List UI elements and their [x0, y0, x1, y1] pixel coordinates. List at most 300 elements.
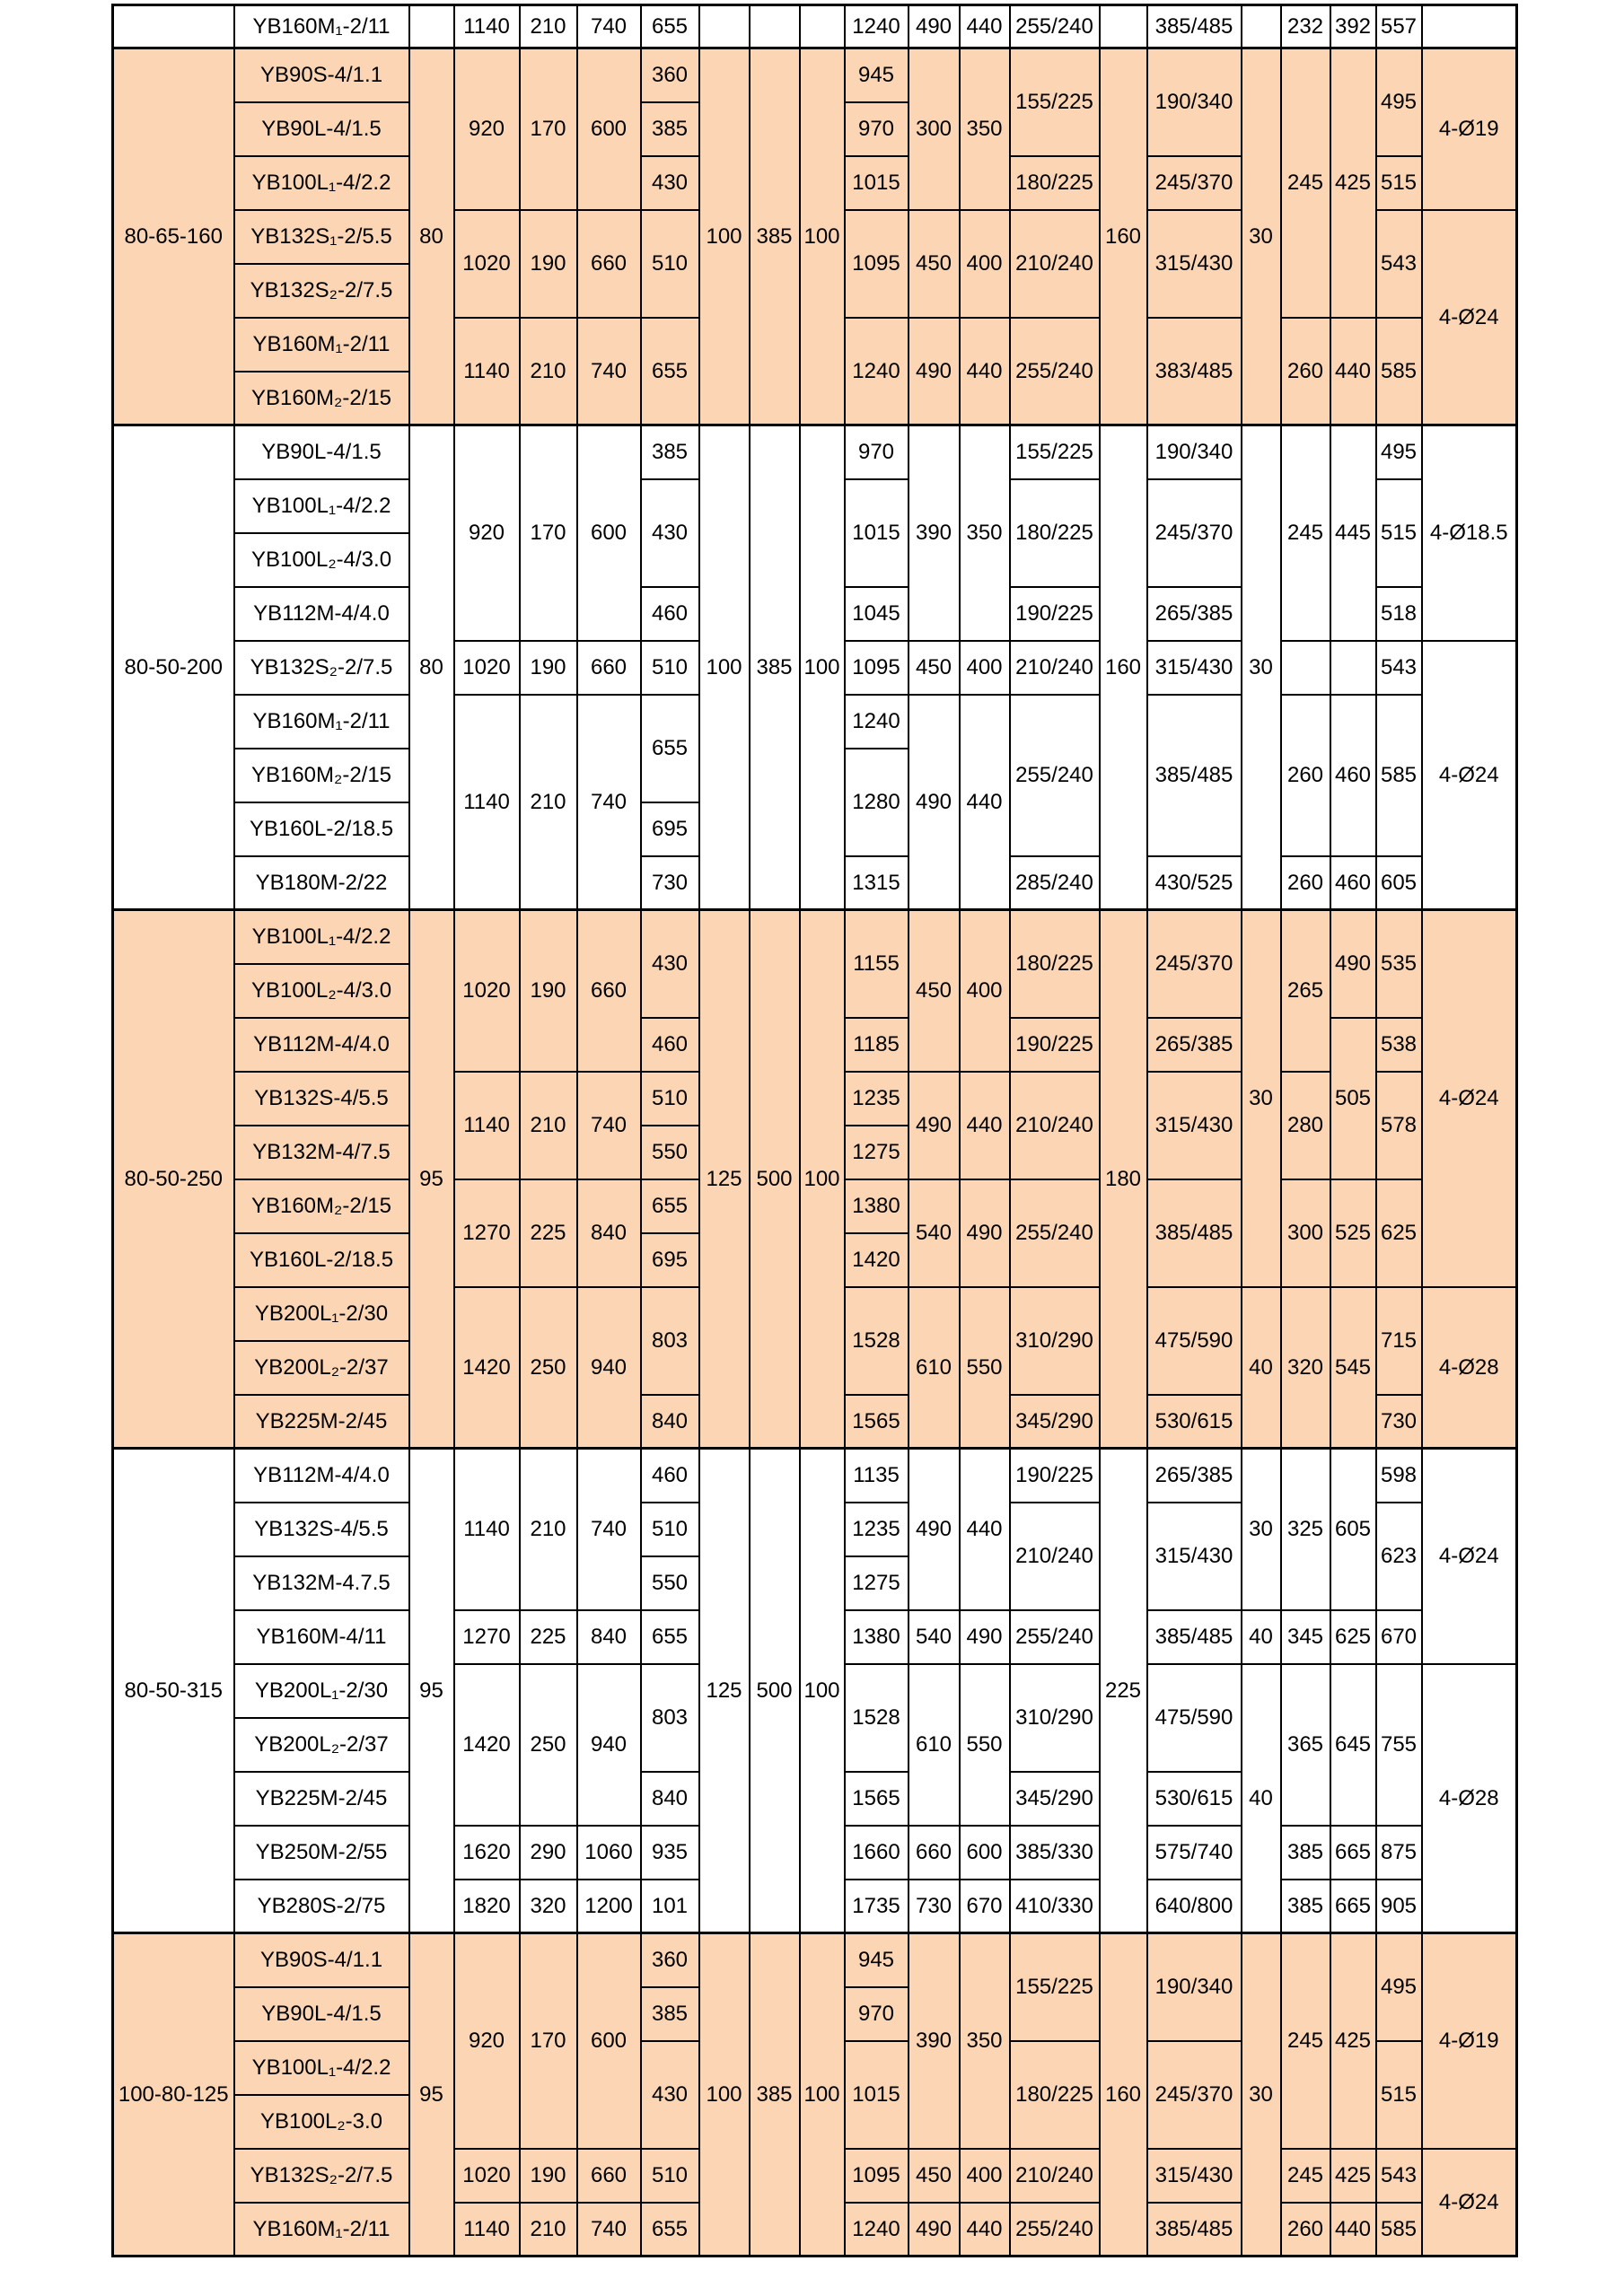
table-cell: 4-Ø18.5 [1422, 425, 1517, 641]
table-cell: YB132S-4/5.5 [234, 1072, 409, 1126]
table-cell: 4-Ø28 [1422, 1287, 1517, 1449]
table-cell: 180/225 [1010, 910, 1100, 1018]
table-cell: 450 [909, 641, 960, 695]
table-cell: 803 [641, 1664, 699, 1772]
table-cell: 385/485 [1147, 5, 1242, 48]
table-cell: 4-Ø24 [1422, 2149, 1517, 2257]
table-cell: 557 [1376, 5, 1422, 48]
table-cell: 1420 [454, 1287, 520, 1449]
table-cell: 550 [960, 1287, 1010, 1449]
table-cell: 940 [577, 1664, 641, 1826]
table-cell: 255/240 [1010, 695, 1100, 856]
table-cell: 970 [845, 425, 909, 479]
table-cell: 550 [641, 1556, 699, 1610]
table-cell: 695 [641, 802, 699, 856]
table-cell: 730 [641, 856, 699, 910]
table-cell: 543 [1376, 210, 1422, 318]
table-cell: 190/225 [1010, 1449, 1100, 1503]
table-cell: 1660 [845, 1826, 909, 1880]
table-cell: 190 [520, 910, 577, 1072]
table-cell: 4-Ø24 [1422, 641, 1517, 910]
table-cell: 1565 [845, 1395, 909, 1449]
table-cell: 385 [1281, 1826, 1330, 1880]
table-cell: 578 [1376, 1072, 1422, 1179]
table-cell: 190 [520, 210, 577, 318]
table-cell: 260 [1281, 318, 1330, 425]
table-cell: 505 [1330, 1018, 1376, 1179]
table-cell: 320 [520, 1880, 577, 1933]
table-cell: 315/430 [1147, 2149, 1242, 2203]
table-cell: YB100L₂-4/3.0 [234, 533, 409, 587]
table-cell: 623 [1376, 1503, 1422, 1610]
table-cell: 315/430 [1147, 1072, 1242, 1179]
table-cell: 510 [641, 210, 699, 318]
table-cell: 610 [909, 1664, 960, 1826]
table-cell: 30 [1242, 910, 1281, 1287]
table-cell: 940 [577, 1287, 641, 1449]
table-cell: 260 [1281, 2203, 1330, 2257]
table-cell: 1095 [845, 210, 909, 318]
table-cell: 1820 [454, 1880, 520, 1933]
table-cell: 255/240 [1010, 1179, 1100, 1287]
table-cell: 245/370 [1147, 156, 1242, 210]
table-cell: 325 [1281, 1449, 1330, 1610]
table-cell: 383/485 [1147, 318, 1242, 425]
table-cell: 385 [641, 1987, 699, 2041]
table-cell: YB132M-4/7.5 [234, 1126, 409, 1179]
table-cell: 250 [520, 1664, 577, 1826]
table-cell: 540 [909, 1179, 960, 1287]
table-row [113, 1449, 1517, 1503]
table-cell: 1140 [454, 5, 520, 48]
table-cell: 460 [1330, 695, 1376, 856]
table-cell: 210 [520, 695, 577, 910]
table-cell: 440 [960, 1449, 1010, 1610]
table-cell: 655 [641, 1610, 699, 1664]
table-cell: 1275 [845, 1126, 909, 1179]
table-cell: 190/225 [1010, 1018, 1100, 1072]
table-cell: 385 [641, 102, 699, 156]
table-cell: YB160M₁-2/11 [234, 695, 409, 749]
table-cell: 500 [750, 910, 800, 1449]
table-cell: 1380 [845, 1610, 909, 1664]
table-cell: 4-Ø28 [1422, 1664, 1517, 1933]
table-cell: YB250M-2/55 [234, 1826, 409, 1880]
table-cell: 400 [960, 210, 1010, 318]
table-cell: 1275 [845, 1556, 909, 1610]
table-cell: YB112M-4/4.0 [234, 1018, 409, 1072]
table-cell: 840 [641, 1395, 699, 1449]
table-cell: 970 [845, 102, 909, 156]
table-cell: 920 [454, 425, 520, 641]
table-cell: YB100L₂-3.0 [234, 2095, 409, 2149]
table-cell: 245/370 [1147, 2041, 1242, 2149]
table-cell: YB160M₂-2/15 [234, 1179, 409, 1233]
table-cell: 425 [1330, 2149, 1376, 2203]
table-cell: 430 [641, 910, 699, 1018]
table-cell: 170 [520, 48, 577, 210]
table-cell: 290 [520, 1826, 577, 1880]
table-cell: 425 [1330, 1933, 1376, 2149]
table-cell: 490 [909, 2203, 960, 2257]
table-cell: 100-80-125 [113, 1933, 234, 2257]
table-cell: 260 [1281, 695, 1330, 856]
table-cell: 1528 [845, 1287, 909, 1395]
table-cell: 430 [641, 156, 699, 210]
table-cell: 1015 [845, 2041, 909, 2149]
table-cell: 730 [1376, 1395, 1422, 1449]
table-cell: 100 [699, 48, 750, 425]
table-cell: YB132S₂-2/7.5 [234, 2149, 409, 2203]
table-cell: 400 [960, 910, 1010, 1072]
table-cell: 1140 [454, 695, 520, 910]
table-row [113, 425, 1517, 479]
table-cell: 645 [1330, 1664, 1376, 1826]
table-cell: 495 [1376, 48, 1422, 156]
table-cell: 440 [960, 5, 1010, 48]
table-cell: 190 [520, 2149, 577, 2203]
row-group-80-50-200 [113, 425, 1517, 910]
table-cell: 598 [1376, 1449, 1422, 1503]
table-cell: 30 [1242, 1449, 1281, 1610]
table-cell: 80 [409, 425, 454, 910]
table-cell: YB90S-4/1.1 [234, 1933, 409, 1987]
table-cell [750, 5, 800, 48]
table-cell: 160 [1100, 425, 1147, 910]
table-cell: 1240 [845, 2203, 909, 2257]
table-cell: 310/290 [1010, 1287, 1100, 1395]
table-cell: 440 [960, 1072, 1010, 1179]
table-cell: 345/290 [1010, 1772, 1100, 1826]
table-cell: 755 [1376, 1664, 1422, 1826]
table-cell: 265/385 [1147, 1018, 1242, 1072]
table-cell: 300 [909, 48, 960, 210]
table-cell: 1620 [454, 1826, 520, 1880]
table-cell: 225 [1100, 1449, 1147, 1933]
table-cell: 610 [909, 1287, 960, 1449]
table-cell: 1140 [454, 1072, 520, 1179]
table-cell: 255/240 [1010, 318, 1100, 425]
table-cell: 1020 [454, 910, 520, 1072]
table-cell: 740 [577, 695, 641, 910]
row-group-80-65-160 [113, 48, 1517, 425]
table-cell: 655 [641, 1179, 699, 1233]
table-cell: 245/370 [1147, 910, 1242, 1018]
table-cell: 1380 [845, 1179, 909, 1233]
table-cell: 1565 [845, 1772, 909, 1826]
table-cell: 655 [641, 2203, 699, 2257]
table-cell: 180 [1100, 910, 1147, 1449]
table-cell: 460 [641, 1018, 699, 1072]
table-cell: YB160M₁-2/11 [234, 318, 409, 372]
table-cell: 740 [577, 1449, 641, 1610]
pump-motor-dimension-table [111, 4, 1518, 2257]
table-cell: 660 [577, 641, 641, 695]
table-cell: 525 [1330, 1179, 1376, 1287]
table-cell: 385/485 [1147, 2203, 1242, 2257]
table-cell: 660 [577, 2149, 641, 2203]
table-cell: 1420 [454, 1664, 520, 1826]
table-cell: 225 [520, 1610, 577, 1664]
table-cell: 575/740 [1147, 1826, 1242, 1880]
table-cell: 1140 [454, 318, 520, 425]
table-cell: 385 [641, 425, 699, 479]
table-cell: YB90L-4/1.5 [234, 102, 409, 156]
table-cell: 450 [909, 2149, 960, 2203]
table-cell: YB160M₁-2/11 [234, 2203, 409, 2257]
table-cell [409, 5, 454, 48]
table-cell: 280 [1281, 1072, 1330, 1179]
table-cell: 660 [909, 1826, 960, 1880]
table-cell: 350 [960, 48, 1010, 210]
table-cell: YB112M-4/4.0 [234, 1449, 409, 1503]
table-cell: YB160L-2/18.5 [234, 802, 409, 856]
table-cell: 345 [1281, 1610, 1330, 1664]
table-cell: 543 [1376, 2149, 1422, 2203]
table-cell: 385 [750, 48, 800, 425]
table-row [113, 48, 1517, 102]
table-cell: YB280S-2/75 [234, 1880, 409, 1933]
table-cell: 265/385 [1147, 1449, 1242, 1503]
table-cell: 30 [1242, 1933, 1281, 2257]
table-cell: YB112M-4/4.0 [234, 587, 409, 641]
table-cell: 155/225 [1010, 48, 1100, 156]
table-cell: 640/800 [1147, 1880, 1242, 1933]
table-cell: 4-Ø24 [1422, 910, 1517, 1287]
table-cell: 535 [1376, 910, 1422, 1018]
table-cell: 1015 [845, 479, 909, 587]
table-cell: 210 [520, 1449, 577, 1610]
table-cell: YB200L₂-2/37 [234, 1718, 409, 1772]
table-row [113, 910, 1517, 964]
table-cell: 490 [909, 1449, 960, 1610]
table-cell: 410/330 [1010, 1880, 1100, 1933]
table-cell: 945 [845, 48, 909, 102]
table-cell: 605 [1376, 856, 1422, 910]
table-cell: 320 [1281, 1287, 1330, 1449]
table-cell: 210 [520, 1072, 577, 1179]
table-cell: 1240 [845, 5, 909, 48]
table-cell: 440 [960, 318, 1010, 425]
table-cell: 430 [641, 2041, 699, 2149]
table-cell: 40 [1242, 1664, 1281, 1933]
table-cell: 740 [577, 1072, 641, 1179]
table-cell: 350 [960, 425, 1010, 641]
table-cell: 600 [960, 1826, 1010, 1880]
table-cell: 385/330 [1010, 1826, 1100, 1880]
table-cell: 495 [1376, 425, 1422, 479]
table-cell: 600 [577, 48, 641, 210]
table-cell: 180/225 [1010, 2041, 1100, 2149]
table-cell: 4-Ø19 [1422, 48, 1517, 210]
table-cell: YB100L₁-4/2.2 [234, 479, 409, 533]
table-cell [113, 5, 234, 48]
table-cell: 385 [1281, 1880, 1330, 1933]
table-cell: 655 [641, 695, 699, 802]
table-cell: 1200 [577, 1880, 641, 1933]
table-cell: YB132S₂-2/7.5 [234, 641, 409, 695]
table-cell: 475/590 [1147, 1664, 1242, 1772]
table-cell: 490 [960, 1179, 1010, 1287]
table-cell: 265/385 [1147, 587, 1242, 641]
table-cell: 540 [909, 1610, 960, 1664]
table-cell: 1270 [454, 1179, 520, 1287]
table-cell: 1095 [845, 641, 909, 695]
table-cell: YB100L₁-4/2.2 [234, 2041, 409, 2095]
table-cell: 655 [641, 318, 699, 425]
table-cell: 460 [641, 1449, 699, 1503]
table-cell: 490 [909, 695, 960, 910]
table-cell: 665 [1330, 1826, 1376, 1880]
table-cell: YB132M-4.7.5 [234, 1556, 409, 1610]
table-cell: 80 [409, 48, 454, 425]
table-row [113, 5, 1517, 48]
table-cell: 360 [641, 48, 699, 102]
table-cell: 440 [1330, 2203, 1376, 2257]
row-group-partial-top-row [113, 5, 1517, 48]
table-cell: 920 [454, 48, 520, 210]
table-cell: 1528 [845, 1664, 909, 1772]
table-cell: 385/485 [1147, 1610, 1242, 1664]
table-cell: 495 [1376, 1933, 1422, 2041]
table-cell: 80-50-250 [113, 910, 234, 1449]
table-cell: 1155 [845, 910, 909, 1018]
table-cell: 160 [1100, 48, 1147, 425]
table-cell: 545 [1330, 1287, 1376, 1449]
table-cell: 625 [1330, 1610, 1376, 1664]
table-cell: 385 [750, 425, 800, 910]
table-cell: YB100L₁-4/2.2 [234, 156, 409, 210]
table-cell: YB100L₁-4/2.2 [234, 910, 409, 964]
table-cell: 101 [641, 1880, 699, 1933]
table-cell: 190/340 [1147, 48, 1242, 156]
table-cell: 210/240 [1010, 641, 1100, 695]
table-cell: 40 [1242, 1287, 1281, 1449]
table-cell: 315/430 [1147, 1503, 1242, 1610]
table-cell: YB100L₂-4/3.0 [234, 964, 409, 1018]
table-cell: 155/225 [1010, 1933, 1100, 2041]
table-cell [1100, 5, 1147, 48]
table-cell: 170 [520, 425, 577, 641]
table-cell: 260 [1281, 856, 1330, 910]
table-cell: 510 [641, 1503, 699, 1556]
table-cell: YB200L₁-2/30 [234, 1287, 409, 1341]
table-cell: 390 [909, 1933, 960, 2149]
table-cell: 450 [909, 910, 960, 1072]
table-cell: 440 [1330, 318, 1376, 425]
table-cell: 385/485 [1147, 695, 1242, 856]
table-cell: 210/240 [1010, 1503, 1100, 1610]
table-cell: YB132S-4/5.5 [234, 1503, 409, 1556]
table-cell: 660 [577, 910, 641, 1072]
table-cell: 30 [1242, 48, 1281, 425]
table-cell: 155/225 [1010, 425, 1100, 479]
table-cell: 1045 [845, 587, 909, 641]
table-cell: 30 [1242, 425, 1281, 910]
table-cell: YB90S-4/1.1 [234, 48, 409, 102]
table-cell: 210 [520, 5, 577, 48]
table-cell: 1020 [454, 2149, 520, 2203]
table-cell: 4-Ø24 [1422, 210, 1517, 425]
table-cell: 730 [909, 1880, 960, 1933]
table-cell: 245 [1281, 1933, 1330, 2149]
table-cell: 510 [641, 2149, 699, 2203]
row-group-100-80-125 [113, 1933, 1517, 2257]
table-cell: 95 [409, 1449, 454, 1933]
table-cell [800, 5, 845, 48]
table-cell: 490 [909, 5, 960, 48]
table-cell: 190 [520, 641, 577, 695]
table-cell: 210/240 [1010, 1072, 1100, 1179]
table-cell: 740 [577, 318, 641, 425]
table-cell: 100 [699, 1933, 750, 2257]
table-cell: 180/225 [1010, 479, 1100, 587]
table-cell [1422, 5, 1517, 48]
table-cell [1242, 5, 1281, 48]
table-cell: 400 [960, 2149, 1010, 2203]
table-cell: 365 [1281, 1664, 1330, 1826]
table-cell: 210 [520, 318, 577, 425]
table-cell: 500 [750, 1449, 800, 1933]
table-cell: 210/240 [1010, 210, 1100, 318]
table-cell: 460 [1330, 856, 1376, 910]
table-cell: 1140 [454, 2203, 520, 2257]
table-cell: 445 [1330, 425, 1376, 641]
table-cell: YB200L₂-2/37 [234, 1341, 409, 1395]
table-cell: 385 [750, 1933, 800, 2257]
table-cell: 875 [1376, 1826, 1422, 1880]
table-cell: 125 [699, 1449, 750, 1933]
table-cell: 100 [800, 1449, 845, 1933]
table-cell: 450 [909, 210, 960, 318]
table-cell: 1235 [845, 1072, 909, 1126]
table-cell: 510 [641, 1072, 699, 1126]
table-cell [1330, 641, 1376, 695]
table-cell: YB200L₁-2/30 [234, 1664, 409, 1718]
table-cell [1281, 641, 1330, 695]
table-cell: 935 [641, 1826, 699, 1880]
table-cell: 100 [699, 425, 750, 910]
table-cell: 40 [1242, 1610, 1281, 1664]
table-cell: 255/240 [1010, 5, 1100, 48]
table-cell: 245 [1281, 425, 1330, 641]
table-cell: 160 [1100, 1933, 1147, 2257]
table-cell: 400 [960, 641, 1010, 695]
table-cell: 232 [1281, 5, 1330, 48]
table-cell: 315/430 [1147, 210, 1242, 318]
table-cell: 190/340 [1147, 1933, 1242, 2041]
table-cell: YB132S₁-2/5.5 [234, 210, 409, 264]
table-cell: YB160M₂-2/15 [234, 749, 409, 802]
table-cell: 430 [641, 479, 699, 587]
table-cell: 660 [577, 210, 641, 318]
table-cell: 225 [520, 1179, 577, 1287]
table-cell: 245 [1281, 48, 1330, 318]
table-cell: 605 [1330, 1449, 1376, 1610]
table-cell: 515 [1376, 479, 1422, 587]
table-cell: 190/225 [1010, 587, 1100, 641]
table-cell: 180/225 [1010, 156, 1100, 210]
table-cell: 490 [909, 318, 960, 425]
table-cell: 1280 [845, 749, 909, 856]
table-cell: 585 [1376, 695, 1422, 856]
table-cell: 543 [1376, 641, 1422, 695]
table-cell: 905 [1376, 1880, 1422, 1933]
table-cell: 625 [1376, 1179, 1422, 1287]
table-cell: YB225M-2/45 [234, 1772, 409, 1826]
table-cell: 803 [641, 1287, 699, 1395]
table-cell: 250 [520, 1287, 577, 1449]
